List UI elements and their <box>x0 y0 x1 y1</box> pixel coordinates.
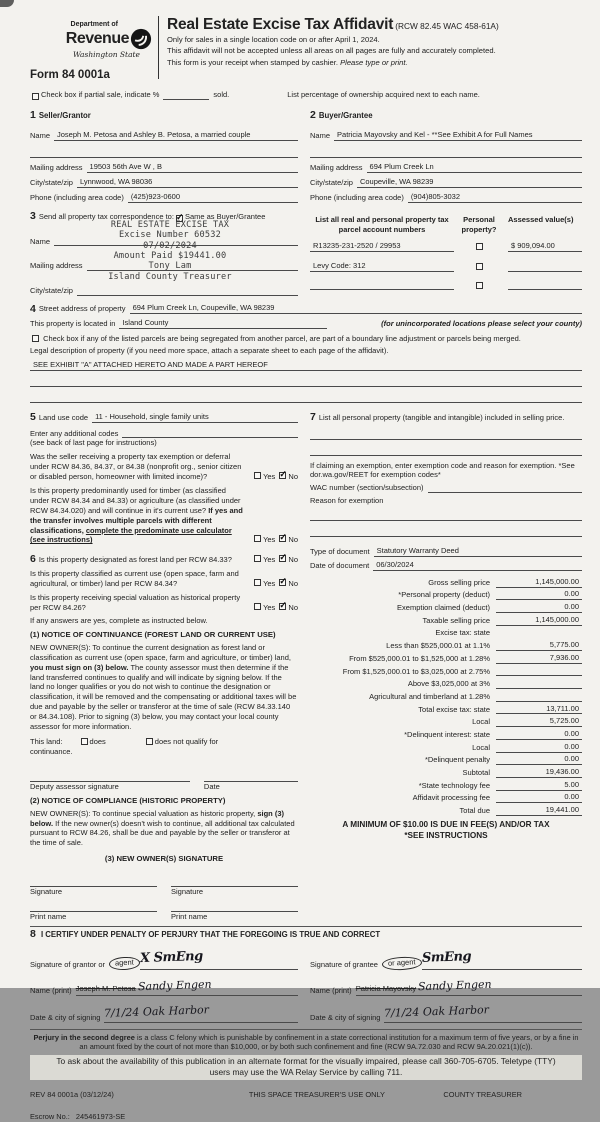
timber-question <box>30 486 248 545</box>
signature-label: Signature <box>30 887 63 897</box>
notice-continuance-post: The county assessor must then determine if the land transferred continues to qualify and will indicate by signing below. If the land no longer qualifies or you do not wish to continue the designation or classification, it will be removed and the compensating or additional taxes will be due and payable by the seller or transferor at the time of sale (RCW 84.33.140 or 84.34.108). Prior to signing (3) below, you may contact your local county assessor for more information. <box>30 662 297 731</box>
reason-exemption-line[interactable] <box>310 510 582 521</box>
buyer-mailing-field[interactable]: 694 Plum Creek Ln <box>367 162 582 173</box>
tax-row-value[interactable]: 1,145,000.00 <box>496 577 582 588</box>
rev-number: REV 84 0001a (03/12/24) <box>30 1090 114 1100</box>
no-label: No <box>288 472 298 482</box>
tax-row <box>310 765 582 778</box>
grantee-signature-handwriting: SmEng <box>421 949 471 967</box>
grantee-agent-circled: or agent <box>382 956 422 971</box>
tax-row <box>310 714 582 727</box>
tax-row-label: From $525,000.01 to $1,525,000 at 1.28% <box>349 653 490 663</box>
treasurer-stamp <box>64 220 276 282</box>
reason-exemption-line[interactable] <box>310 526 582 537</box>
see-back-note: (see back of last page for instructions) <box>30 438 157 448</box>
segregated-checkbox[interactable] <box>32 335 39 342</box>
rcw-reference: (RCW 82.45 WAC 458-61A) <box>395 21 499 31</box>
print-name-label: Print name <box>171 912 208 922</box>
exemption-yn <box>252 472 298 482</box>
grantee-signature-field[interactable] <box>422 951 583 969</box>
treasurer-space-label: THIS SPACE TREASURER'S USE ONLY <box>248 1090 385 1100</box>
grantee-sig-label: Signature of grantee <box>310 959 378 969</box>
grantor-signature-handwriting: X SmEng <box>139 949 203 967</box>
corr-name-label: Name <box>30 236 51 246</box>
tax-row-label: Agricultural and timberland at 1.28% <box>369 691 490 701</box>
tax-row <box>310 664 582 677</box>
buyer-name-field[interactable]: Patricia Mayovsky and Kel - **See Exhibit A for Full Names <box>334 130 582 141</box>
stamp-line: REAL ESTATE EXCISE TAX <box>110 220 230 231</box>
corr-city-field[interactable] <box>77 295 298 296</box>
escrow-label: Escrow No.: <box>30 1112 70 1122</box>
assessed-value-field[interactable] <box>508 289 582 290</box>
tax-table <box>310 575 582 816</box>
tax-row-label: *Personal property (deduct) <box>398 590 490 600</box>
notice-continuance-body <box>30 643 298 732</box>
alternate-format-notice: To ask about the availability of this publication in an alternate format for the visually impaired, please call 360-705-6705. Teletype (TTY) users may use the WA Relay Service by calling 711. <box>30 1055 582 1080</box>
new-owner-signature-title: (3) NEW OWNER(S) SIGNATURE <box>104 854 224 864</box>
notice-compliance-body <box>30 809 298 849</box>
yes-checkbox[interactable] <box>254 555 261 562</box>
grantor-signature-block <box>30 940 298 1022</box>
historic-yn <box>252 603 298 613</box>
tax-row <box>310 638 582 651</box>
corr-city-label: City/state/zip <box>30 286 73 296</box>
tax-row-value[interactable]: 0.00 <box>496 754 582 765</box>
notice-continuance-bold: you must sign on (3) below. <box>30 662 129 672</box>
tax-row-label: From $1,525,000.01 to $3,025,000 at 2.75% <box>342 666 490 676</box>
tax-row-value[interactable]: 0.00 <box>496 729 582 740</box>
section-5-number: 5 <box>30 411 36 424</box>
buyer-city-field[interactable]: Coupeville, WA 98239 <box>357 177 582 188</box>
tax-row <box>310 651 582 664</box>
tax-row-value[interactable] <box>496 675 582 676</box>
timber-question-bold-underlined: complete the predominate use calculator (see instructions) <box>30 525 232 545</box>
tax-row-label: *Delinquent penalty <box>424 755 490 765</box>
buyer-phone-field[interactable]: (904)805-3032 <box>408 192 582 203</box>
does-not-checkbox[interactable] <box>146 738 153 745</box>
grantor-name-printed: Joseph M. Petosa <box>75 983 136 993</box>
corr-mailing-label: Mailing address <box>30 261 83 271</box>
legal-description-field[interactable]: SEE EXHIBIT "A" ATTACHED HERETO AND MADE A PART HEREOF <box>30 360 582 371</box>
grantee-name-label: Name (print) <box>310 986 352 996</box>
deputy-signature-label: Deputy assessor signature <box>30 781 119 791</box>
no-checkbox[interactable] <box>279 472 286 479</box>
same-as-buyer-label: Same as Buyer/Grantee <box>184 211 266 221</box>
does-checkbox[interactable] <box>81 738 88 745</box>
header-divider <box>158 16 159 79</box>
assessed-value-field[interactable] <box>508 271 582 272</box>
section-7-number: 7 <box>310 410 316 423</box>
tax-row <box>310 575 582 588</box>
historic-question: Is this property receiving special valuation as historical property per RCW 84.26? <box>30 593 241 612</box>
same-as-buyer-checkbox[interactable] <box>176 215 183 222</box>
parcel-col-header: List all real and personal property tax parcel account numbers <box>315 215 449 234</box>
parcel-number-field[interactable]: Levy Code: 312 <box>310 261 454 272</box>
tax-row-value[interactable]: 13,711.00 <box>496 704 582 715</box>
seller-phone-field[interactable]: (425)923-0600 <box>128 192 298 203</box>
grantee-date-label: Date & city of signing <box>310 1012 381 1022</box>
seller-city-label: City/state/zip <box>30 178 73 188</box>
notice-compliance-title: (2) NOTICE OF COMPLIANCE (HISTORIC PROPERTY) <box>30 795 226 805</box>
grantee-name-field[interactable] <box>355 977 582 997</box>
section-4-number: 4 <box>30 302 36 315</box>
timber-question-text: Is this property predominantly used for timber (as classified under RCW 84.34 and 84.33) or agriculture (as classified under RCW 84.34.020) and will continue in it's current use? <box>30 486 241 515</box>
corr-name-field[interactable] <box>54 245 298 246</box>
personal-property-line[interactable] <box>310 429 582 440</box>
tax-row <box>310 600 582 613</box>
land-use-label: Land use code <box>38 412 89 422</box>
no-checkbox[interactable] <box>279 555 286 562</box>
personal-property-col-header: Personal property? <box>461 215 497 234</box>
tax-row-label: Total excise tax: state <box>418 704 490 714</box>
reason-exemption-label: Reason for exemption <box>310 496 384 506</box>
section-1-heading: Seller/Grantor <box>38 111 91 121</box>
yes-label: Yes <box>263 472 276 482</box>
grantor-date-handwriting: 7/1/24 Oak Harbor <box>104 1003 210 1020</box>
tax-row-label: Less than $525,000.01 at 1.1% <box>386 641 490 651</box>
continuance-label: continuance. <box>30 746 73 756</box>
print-name-label: Print name <box>30 912 67 922</box>
no-checkbox[interactable] <box>279 579 286 586</box>
tax-row-value[interactable] <box>496 701 582 702</box>
seller-phone-label: Phone (including area code) <box>30 193 124 203</box>
signature-label: Signature <box>171 887 204 897</box>
new-owner-signature-field[interactable] <box>171 876 298 887</box>
deputy-date-label: Date <box>203 781 220 791</box>
personal-property-checkbox[interactable] <box>476 282 483 289</box>
tax-row-value[interactable]: 0.00 <box>496 742 582 753</box>
exemption-claim-note: If claiming an exemption, enter exemption code and reason for exemption. *See dor.wa.gov/REET for exemption codes* <box>310 460 575 480</box>
section-2-number: 2 <box>310 109 316 122</box>
land-use-field[interactable]: 11 - Household, single family units <box>92 412 298 423</box>
corr-mailing-field[interactable] <box>87 270 298 271</box>
personal-property-intro: List all personal property (tangible and intangible) included in selling price. <box>318 412 565 422</box>
unincorporated-note: (for unincorporated locations please select your county) <box>381 319 582 329</box>
seller-name-label: Name <box>30 131 51 141</box>
notice-compliance-post: If the new owner(s) doesn't wish to continue, all additional tax calculated pursuant to RCW 84.26, shall be due and payable by the seller or transferor at the time of sale. <box>30 818 295 848</box>
notice-continuance-pre: NEW OWNER(S): To continue the current designation as forest land or classification as current use (open space, farm and agriculture, or timber) land, <box>30 642 291 662</box>
grantor-signature-field[interactable] <box>140 951 298 969</box>
tax-row-label: Taxable selling price <box>422 615 490 625</box>
no-label: No <box>288 535 298 545</box>
segregated-label: Check box if any of the listed parcels are being segregated from another parcel, are part of a boundary line adjustment or parcels being merged. <box>43 333 521 343</box>
tax-row-value[interactable]: 19,436.00 <box>496 767 582 778</box>
assessed-value-field[interactable]: $ 909,094.00 <box>508 241 582 252</box>
buyer-mailing-label: Mailing address <box>310 163 363 173</box>
tax-row <box>310 676 582 689</box>
deputy-date-field[interactable] <box>204 771 298 782</box>
no-label: No <box>288 602 298 612</box>
tax-row-value[interactable] <box>496 688 582 689</box>
no-checkbox[interactable] <box>279 535 286 542</box>
perjury-bold: Perjury in the second degree <box>33 1032 135 1042</box>
tax-row <box>310 753 582 766</box>
buyer-city-label: City/state/zip <box>310 178 353 188</box>
grantor-date-field[interactable] <box>104 1003 298 1023</box>
county-field[interactable]: Island County <box>119 318 327 329</box>
seller-mailing-field[interactable]: 19503 56th Ave W , B <box>87 162 298 173</box>
legal-description-extra-line[interactable] <box>30 392 582 403</box>
footer-row <box>30 1090 582 1100</box>
tax-row-value[interactable]: 5,775.00 <box>496 640 582 651</box>
legal-description-extra-line[interactable] <box>30 376 582 387</box>
no-checkbox[interactable] <box>279 603 286 610</box>
grantor-date-label: Date & city of signing <box>30 1012 101 1022</box>
tax-row-value[interactable]: 0.00 <box>496 792 582 803</box>
tax-row <box>310 727 582 740</box>
dor-logo-block <box>30 16 152 83</box>
wac-number-field[interactable] <box>428 492 582 493</box>
personal-property-checkbox[interactable] <box>476 243 483 250</box>
stamp-line: Excise Number 60532 <box>118 230 222 241</box>
tax-row-value[interactable]: 0.00 <box>496 589 582 600</box>
located-in-label: This property is located in <box>30 319 116 329</box>
personal-property-checkbox[interactable] <box>476 263 483 270</box>
current-use-question: Is this property classified as current use (open space, farm and agricultural, or timber) land per RCW 84.34? <box>30 569 239 589</box>
section-5-land-use <box>30 412 298 546</box>
deputy-signature-field[interactable] <box>30 771 190 782</box>
yes-label: Yes <box>263 555 276 565</box>
section-6-designations <box>30 554 298 922</box>
section-2-heading: Buyer/Grantee <box>318 111 373 121</box>
scan-artifact <box>0 0 14 7</box>
section-3-number: 3 <box>30 210 36 223</box>
street-address-field[interactable]: 694 Plum Creek Ln, Coupeville, WA 98239 <box>130 303 582 314</box>
section-3-lead: Send all property tax correspondence to: <box>38 211 174 221</box>
yes-checkbox[interactable] <box>254 603 261 610</box>
stamp-line: 07/02/2024 <box>143 240 197 251</box>
washington-state-label: Washington State <box>72 50 140 60</box>
tax-row-label: Excise tax: state <box>435 628 490 638</box>
seller-name-field[interactable]: Joseph M. Petosa and Ashley B. Petosa, a married couple <box>54 130 298 141</box>
wac-number-label: WAC number (section/subsection) <box>310 483 424 493</box>
ownership-note: List percentage of ownership acquired next to each name. <box>287 90 480 100</box>
notice-compliance-pre: NEW OWNER(S): To continue special valuation as historic property, <box>30 808 256 818</box>
stamp-line: Tony Lam <box>148 261 192 272</box>
yes-label: Yes <box>263 602 276 612</box>
escrow-row <box>30 1112 582 1122</box>
parcel-row <box>310 241 582 252</box>
tax-row-label: Exemption claimed (deduct) <box>397 603 490 613</box>
yes-checkbox[interactable] <box>254 472 261 479</box>
section-7-personal-property <box>310 412 582 537</box>
tax-row-label: Subtotal <box>462 768 490 777</box>
new-owner-print-name-field[interactable] <box>30 901 157 912</box>
tax-row-label: Above $3,025,000 at 3% <box>407 679 490 689</box>
exemption-question: Was the seller receiving a property tax exemption or deferral under RCW 84.36, 84.37, or 84.38 (nonprofit org., senior citizen or disabled person, homeowner with limited income)? <box>30 452 242 482</box>
tax-row-value[interactable]: 0.00 <box>496 602 582 613</box>
escrow-number: 245461973-SE <box>75 1112 126 1122</box>
tax-row-label: Local <box>472 717 490 727</box>
tax-row-value[interactable]: 1,145,000.00 <box>496 615 582 626</box>
grantee-signature-block <box>310 940 582 1022</box>
yes-checkbox[interactable] <box>254 535 261 542</box>
timber-question-bold: If yes and the transfer involves multiple parcels with different classifications, <box>30 505 243 535</box>
parcel-row <box>310 281 582 291</box>
county-treasurer-label: COUNTY TREASURER <box>443 1090 522 1100</box>
revenue-wordmark: Revenue <box>65 30 129 48</box>
tax-row-label: *Delinquent interest: state <box>404 729 490 739</box>
buyer-phone-label: Phone (including area code) <box>310 193 404 203</box>
yes-label: Yes <box>263 535 276 545</box>
tax-row-value[interactable]: 5.00 <box>496 780 582 791</box>
section-1-number: 1 <box>30 109 36 122</box>
yes-label: Yes <box>263 579 276 589</box>
section-2-buyer-grantee <box>310 110 582 203</box>
tax-row <box>310 791 582 804</box>
dor-swirl-icon <box>130 28 152 50</box>
parcel-number-field[interactable]: R13235-231-2520 / 29953 <box>310 241 454 252</box>
seller-name-extra-line[interactable] <box>30 147 298 158</box>
header-note-2: This affidavit will not be accepted unless all areas on all pages are fully and accurately completed. <box>167 46 496 56</box>
grantor-name-handwriting: Sandy Engen <box>137 977 212 993</box>
tax-row <box>310 613 582 626</box>
grantor-name-field[interactable] <box>75 977 298 997</box>
header-note-3: This form is your receipt when stamped by cashier. <box>167 57 338 67</box>
section-8-number: 8 <box>30 928 36 941</box>
page-title: Real Estate Excise Tax Affidavit <box>167 16 394 33</box>
new-owner-print-name-field[interactable] <box>171 901 298 912</box>
grantor-name-label: Name (print) <box>30 986 72 996</box>
tax-row-value[interactable]: 5,725.00 <box>496 716 582 727</box>
partial-sale-label: Check box if partial sale, indicate % <box>41 90 160 100</box>
tax-row-label: *State technology fee <box>418 780 490 790</box>
legal-description-label: Legal description of property (if you need more space, attach a separate sheet to each page of the affidavit). <box>30 345 389 355</box>
grantee-name-handwriting: Sandy Engen <box>417 977 493 993</box>
this-land-label: This land: <box>30 736 63 746</box>
buyer-name-extra-line[interactable] <box>310 147 582 158</box>
grantee-date-handwriting: 7/1/24 Oak Harbor <box>384 1003 490 1020</box>
type-of-document-label: Type of document <box>310 547 370 557</box>
parcel-row <box>310 261 582 272</box>
tax-row-label: Local <box>472 742 490 752</box>
tax-row <box>310 626 582 639</box>
parcel-table <box>310 211 582 296</box>
forest-land-question: Is this property designated as forest land per RCW 84.33? <box>38 555 232 565</box>
tax-row-label: Affidavit processing fee <box>412 793 490 803</box>
perjury-rest: is a class C felony which is punishable by confinement in a state correctional institution for a maximum term of five years, or by a fine in an amount fixed by the court of not more than $10,000, or by both such confinement and fine (RCW 9A.72.030 and RCW 9A.20.021(1)(c)). <box>79 1032 579 1052</box>
tax-row-value[interactable]: 7,936.00 <box>496 653 582 664</box>
tax-row <box>310 778 582 791</box>
section-6-number: 6 <box>30 553 36 566</box>
grantor-sig-label: Signature of grantor or <box>30 959 106 969</box>
section-8-divider <box>30 926 582 927</box>
type-of-document-field[interactable]: Statutory Warranty Deed <box>374 546 582 557</box>
current-use-yn <box>252 579 298 589</box>
section-8-certification <box>30 929 582 1022</box>
grantor-agent-circled: agent <box>109 956 140 970</box>
parcel-number-field[interactable] <box>310 289 454 290</box>
header-note-1: Only for sales in a single location code on or after April 1, 2024. <box>167 34 380 44</box>
new-owner-signature-field[interactable] <box>30 876 157 887</box>
assessed-value-col-header: Assessed value(s) <box>508 215 574 225</box>
notice-continuance-title: (1) NOTICE OF CONTINUANCE (FOREST LAND OR CURRENT USE) <box>30 629 276 639</box>
dept-of-label: Department of <box>70 21 118 28</box>
date-of-document-field[interactable]: 06/30/2024 <box>373 560 582 571</box>
tax-row <box>310 689 582 702</box>
personal-property-line[interactable] <box>310 445 582 456</box>
perjury-notice <box>30 1029 582 1053</box>
tax-row <box>310 803 582 816</box>
forest-land-yn <box>252 555 298 565</box>
section-4-property <box>30 303 582 402</box>
form-number: Form 84 0001a <box>30 69 110 82</box>
section-3-correspondence <box>30 211 298 296</box>
yes-checkbox[interactable] <box>254 579 261 586</box>
no-label: No <box>288 555 298 565</box>
stamp-line: Amount Paid $19441.00 <box>113 250 227 261</box>
street-address-label: Street address of property <box>38 304 126 314</box>
grantee-date-field[interactable] <box>384 1003 582 1023</box>
see-instructions-note: *SEE INSTRUCTIONS <box>404 830 488 840</box>
tax-row <box>310 588 582 601</box>
no-label: No <box>288 579 298 589</box>
partial-sold-label: sold. <box>213 90 230 100</box>
section-1-seller-grantor <box>30 110 298 203</box>
partial-sale-row <box>30 90 582 100</box>
tax-row-label: Gross selling price <box>428 577 490 587</box>
notice-compliance-bold: sign (3) below. <box>30 808 284 828</box>
additional-codes-label: Enter any additional codes <box>30 428 119 438</box>
partial-sale-checkbox[interactable] <box>32 93 39 100</box>
form-header <box>30 16 582 83</box>
seller-mailing-label: Mailing address <box>30 163 83 173</box>
stamp-line: Island County Treasurer <box>108 271 232 282</box>
tax-row <box>310 702 582 715</box>
minimum-due-note: A MINIMUM OF $10.00 IS DUE IN FEE(S) AND/OR TAX <box>342 819 550 829</box>
buyer-name-label: Name <box>310 131 331 141</box>
grantee-name-printed: Patricia Mayovsky <box>355 983 417 993</box>
tax-row <box>310 740 582 753</box>
partial-percent-field[interactable] <box>163 99 209 100</box>
tax-row-value[interactable]: 19,441.00 <box>496 805 582 816</box>
header-note-3-italic: Please type or print. <box>340 57 408 67</box>
does-label: does <box>89 736 106 746</box>
date-of-document-label: Date of document <box>310 561 370 570</box>
certify-heading: I CERTIFY UNDER PENALTY OF PERJURY THAT THE FOREGOING IS TRUE AND CORRECT <box>40 930 381 940</box>
answers-yes-note: If any answers are yes, complete as instructed below. <box>30 615 208 625</box>
timber-yn <box>252 535 298 545</box>
tax-row-label: Total due <box>459 806 490 816</box>
does-not-label: does not qualify for <box>154 736 219 746</box>
seller-city-field[interactable]: Lynnwood, WA 98036 <box>77 177 298 188</box>
